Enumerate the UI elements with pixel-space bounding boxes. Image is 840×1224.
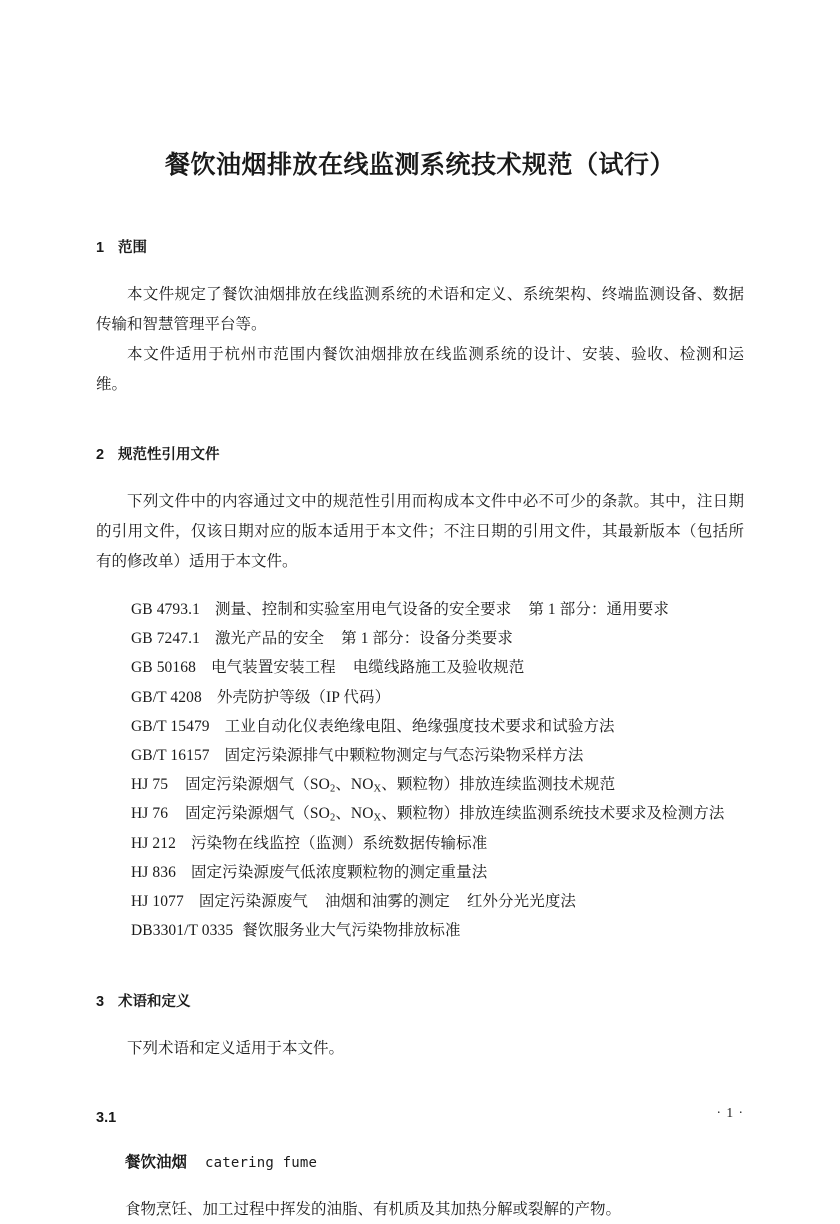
reference-code: HJ 1077 xyxy=(131,893,184,911)
list-item xyxy=(96,770,744,799)
page-content xyxy=(96,0,744,1224)
reference-title: 电气装置安装工程 xyxy=(210,659,336,677)
section-title-2: 规范性引用文件 xyxy=(118,447,220,463)
section-number-1: 1 xyxy=(96,240,105,256)
term-definition: 食物烹饪、加工过程中挥发的油脂、有机质及其加热分解或裂解的产物。 xyxy=(125,1201,622,1219)
normative-reference-list xyxy=(96,595,744,945)
term-name-english: catering fume xyxy=(205,1155,318,1172)
list-item xyxy=(96,887,744,916)
section-1-paragraph-1: 本文件规定了餐饮油烟排放在线监测系统的术语和定义、系统架构、终端监测设备、数据传输和智慧管理平台等。 xyxy=(96,286,744,333)
term-number: 3.1 xyxy=(96,1110,117,1127)
list-item xyxy=(96,683,744,712)
list-item xyxy=(96,712,744,741)
section-heading-3 xyxy=(96,992,744,1012)
reference-part: 电缆线路施工及验收规范 xyxy=(352,659,525,677)
section-3-paragraph-1: 下列术语和定义适用于本文件。 xyxy=(127,1040,345,1058)
reference-title: 外壳防护等级（IP 代码） xyxy=(216,688,391,706)
section-2-paragraph-1: 下列文件中的内容通过文中的规范性引用而构成本文件中必不可少的条款。其中，注日期的引用文件，仅该日期对应的版本适用于本文件；不注日期的引用文件，其最新版本（包括所有的修改单）适用于本文件。 xyxy=(96,493,744,570)
reference-title: 固定污染源废气低浓度颗粒物的测定重量法 xyxy=(190,863,488,881)
reference-part: 第 1 部分：设备分类要求 xyxy=(341,630,513,648)
reference-title: 工业自动化仪表绝缘电阻、绝缘强度技术要求和试验方法 xyxy=(224,717,615,735)
list-item xyxy=(96,799,744,828)
list-item xyxy=(96,916,744,945)
reference-code: GB 4793.1 xyxy=(131,601,200,618)
reference-code: GB 50168 xyxy=(131,659,196,677)
reference-part: 油烟和油雾的测定 xyxy=(325,893,450,911)
reference-title: 固定污染源排气中颗粒物测定与气态污染物采样方法 xyxy=(224,747,584,765)
list-item xyxy=(96,624,744,653)
reference-code: HJ 212 xyxy=(131,834,176,852)
section-title-1: 范围 xyxy=(118,240,147,256)
reference-title: 激光产品的安全 xyxy=(214,630,325,648)
section-heading-1 xyxy=(96,238,744,258)
list-item xyxy=(96,741,744,770)
subscript-so2: 2 xyxy=(329,783,336,795)
section-1-paragraph-2: 本文件适用于杭州市范围内餐饮油烟排放在线监测系统的设计、安装、验收、检测和运维。 xyxy=(96,346,744,393)
list-item xyxy=(96,595,744,624)
subscript-nox: X xyxy=(373,812,382,824)
reference-code: GB/T 4208 xyxy=(131,688,202,706)
reference-code: HJ 76 xyxy=(131,805,169,823)
subscript-nox: X xyxy=(373,783,382,795)
reference-code: HJ 75 xyxy=(131,776,169,794)
reference-title: 固定污染源废气 xyxy=(198,893,309,911)
reference-part-2: 红外分光光度法 xyxy=(466,893,577,911)
list-item xyxy=(96,653,744,682)
reference-title: 固定污染源烟气（$SO_2$、$NO_X$、颗粒物）排放连续监测技术规范 xyxy=(185,776,616,795)
reference-code: GB/T 15479 xyxy=(131,717,210,735)
term-entry xyxy=(96,1150,744,1176)
reference-code: DB3301/T 0335 xyxy=(131,922,234,940)
reference-code: GB/T 16157 xyxy=(131,747,210,765)
page-title: 餐饮油烟排放在线监测系统技术规范（试行） xyxy=(164,151,675,179)
subscript-so2: 2 xyxy=(329,812,336,824)
reference-code: GB 7247.1 xyxy=(131,630,200,648)
reference-title: 污染物在线监控（监测）系统数据传输标准 xyxy=(190,834,488,852)
reference-part: 第 1 部分：通用要求 xyxy=(528,601,669,618)
page-number-footer: · 1 · xyxy=(716,1105,744,1120)
section-title-3: 术语和定义 xyxy=(118,994,191,1011)
list-item xyxy=(96,829,744,858)
reference-title: 餐饮服务业大气污染物排放标准 xyxy=(242,922,461,940)
section-heading-2 xyxy=(96,445,744,465)
list-item xyxy=(96,858,744,887)
reference-title: 固定污染源烟气（$SO_2$、$NO_X$、颗粒物）排放连续监测系统技术要求及检测方法 xyxy=(185,805,725,824)
term-name-chinese: 餐饮油烟 xyxy=(125,1154,188,1172)
reference-title: 测量、控制和实验室用电气设备的安全要求 xyxy=(214,601,512,618)
section-number-2: 2 xyxy=(96,447,105,463)
section-number-3: 3 xyxy=(96,994,105,1011)
reference-code: HJ 836 xyxy=(131,863,176,881)
